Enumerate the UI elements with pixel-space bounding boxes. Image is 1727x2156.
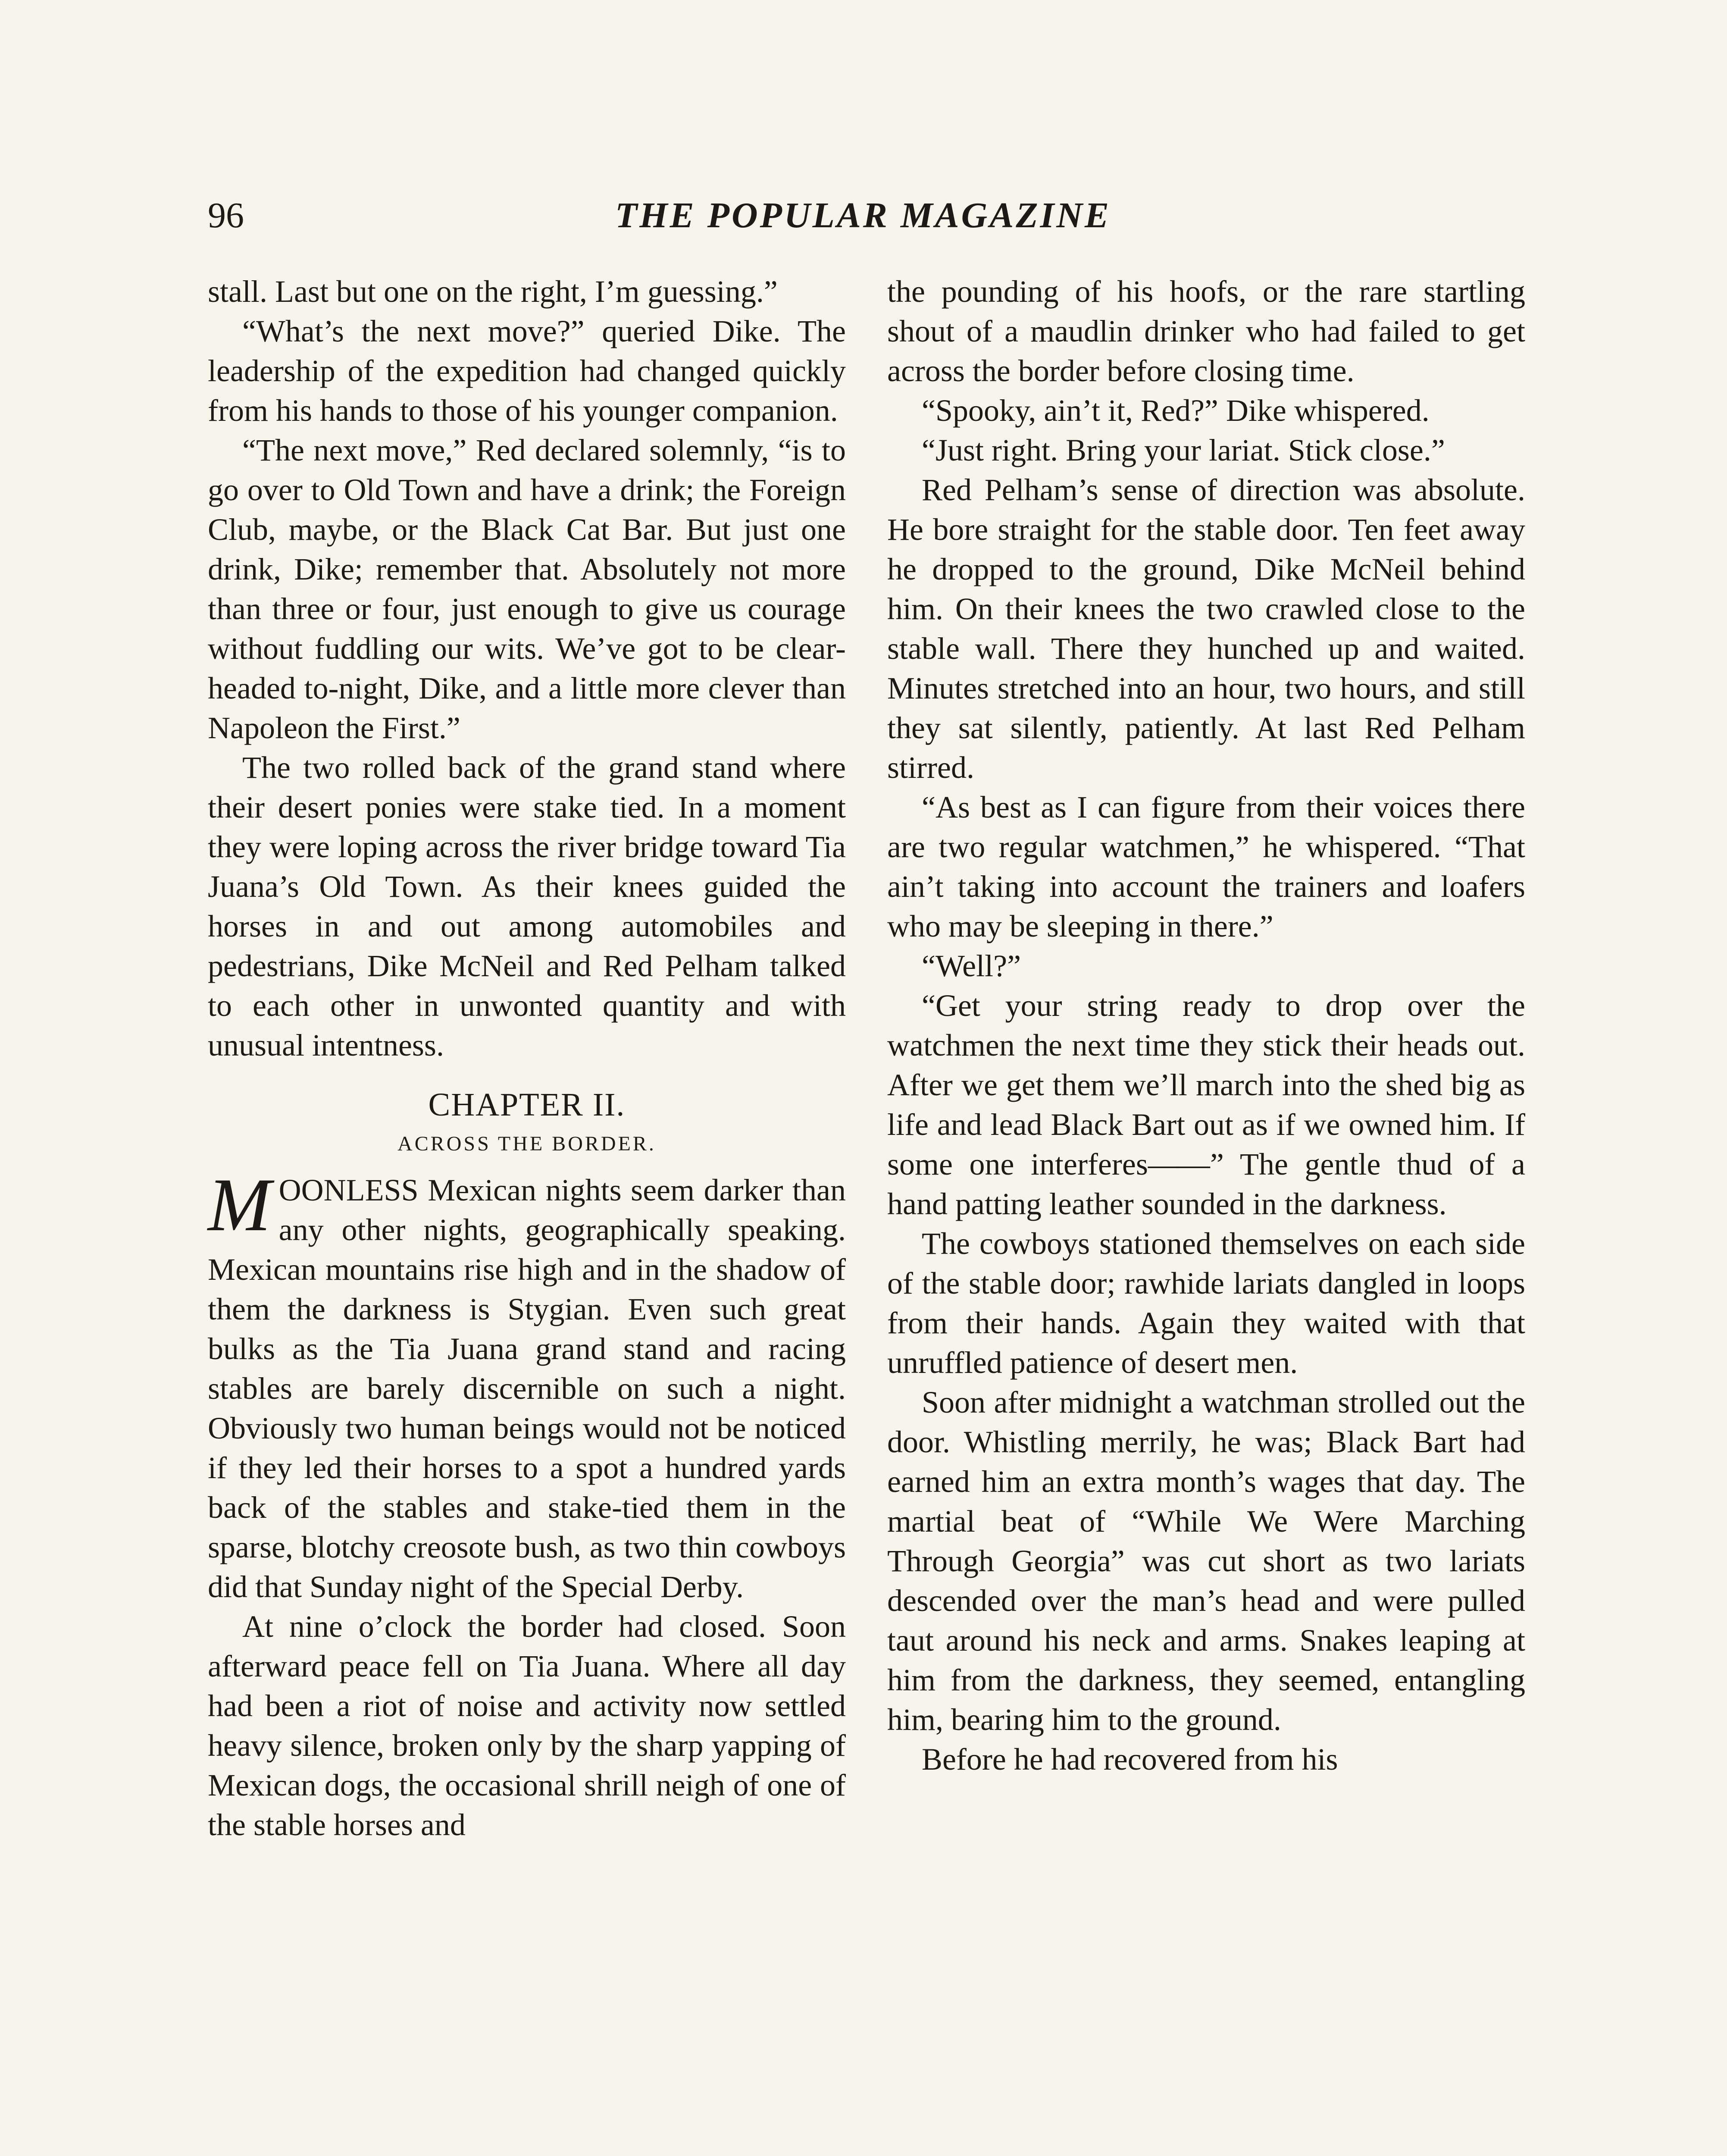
paragraph: “Spooky, ain’t it, Red?” Dike whispered. [922, 393, 1430, 428]
paragraph: The cowboys stationed themselves on each side of the stable door; rawhide lariats dangled in loops from their hands. Again they waited with that unruffled patience of desert men. [887, 1226, 1525, 1380]
chapter-opening-paragraph [208, 1163, 846, 1607]
left-column [208, 272, 846, 1845]
paragraph: “Just right. Bring your lariat. Stick close.” [922, 433, 1445, 467]
paragraph: the pounding of his hoofs, or the rare startling shout of a maudlin drinker who had failed to get across the border before closing time. [887, 274, 1525, 388]
paragraph: Before he had recovered from his [922, 1742, 1338, 1777]
paragraph: Red Pelham’s sense of direction was absolute. He bore straight for the stable door. Ten feet away he dropped to the ground, Dike McNeil behind him. On their knees the two crawled close to the stable wall. There they hunched up and waited. Minutes stretched into an hour, two hours, and still they sat silently, patiently. At last Red Pelham stirred. [887, 473, 1525, 785]
running-title: THE POPULAR MAGAZINE [615, 195, 1111, 235]
chapter-subtitle: ACROSS THE BORDER. [397, 1132, 656, 1155]
paragraph: “The next move,” Red declared solemnly, “is to go over to Old Town and have a drink; the Foreign Club, maybe, or the Black Cat Bar. But just one drink, Dike; remember that. Absolutely not more than three or four, just enough to give us courage without fuddling our wits. We’ve got to be clear-headed to-night, Dike, and a little more clever than Napoleon the First.” [208, 433, 846, 745]
opening-text: Mexican nights seem darker than any other nights, geographically speaking. Mexican mountains rise high and in the shadow of them the darkness is Stygian. Even such great bulks as the Tia Juana grand stand and racing stables are barely discernible on such a night. Obviously two human beings would not be noticed if they led their horses to a spot a hundred yards back of the stables and stake-tied them in the sparse, blotchy creosote bush, as two thin cowboys did that Sunday night of the Special Derby. [208, 1173, 846, 1604]
paragraph: “As best as I can figure from their voices there are two regular watchmen,” he whispered. “That ain’t taking into account the trainers and loafers who may be sleeping in there.” [887, 790, 1525, 943]
paragraph: The two rolled back of the grand stand where their desert ponies were stake tied. In a moment they were loping across the river bridge toward Tia Juana’s Old Town. As their knees guided the horses in and out among automobiles and pedestrians, Dike McNeil and Red Pelham talked to each other in unwonted quantity and with unusual intentness. [208, 750, 846, 1062]
page-header [208, 190, 1518, 241]
paragraph: Soon after midnight a watchman strolled out the door. Whistling merrily, he was; Black Bart had earned him an extra month’s wages that day. The martial beat of “While We Were Marching Through Georgia” was cut short as two lariats descended over the man’s head and were pulled taut around his neck and arms. Snakes leaping at him from the darkness, they seemed, entangling him, bearing him to the ground. [887, 1385, 1525, 1737]
paragraph: “Get your string ready to drop over the watchmen the next time they stick their heads out. After we get them we’ll march into the shed big as life and lead Black Bart out as if we owned him. If some one interferes——” The gentle thud of a hand patting leather sounded in the darkness. [887, 988, 1525, 1221]
paragraph: “What’s the next move?” queried Dike. The leadership of the expedition had changed quickly from his hands to those of his younger companion. [208, 314, 846, 428]
opening-smallcaps: OONLESS [278, 1173, 419, 1207]
chapter-heading: CHAPTER II. [428, 1087, 626, 1123]
drop-cap: M [208, 1163, 271, 1247]
right-column [887, 272, 1525, 1779]
paragraph: At nine o’clock the border had closed. Soon afterward peace fell on Tia Juana. Where all day had been a riot of noise and activity now settled heavy silence, broken only by the sharp yapping of Mexican dogs, the occasional shrill neigh of one of the stable horses and [208, 1609, 846, 1842]
page-number: 96 [208, 195, 244, 235]
paragraph: stall. Last but one on the right, I’m guessing.” [208, 274, 778, 309]
paragraph: “Well?” [922, 949, 1021, 983]
